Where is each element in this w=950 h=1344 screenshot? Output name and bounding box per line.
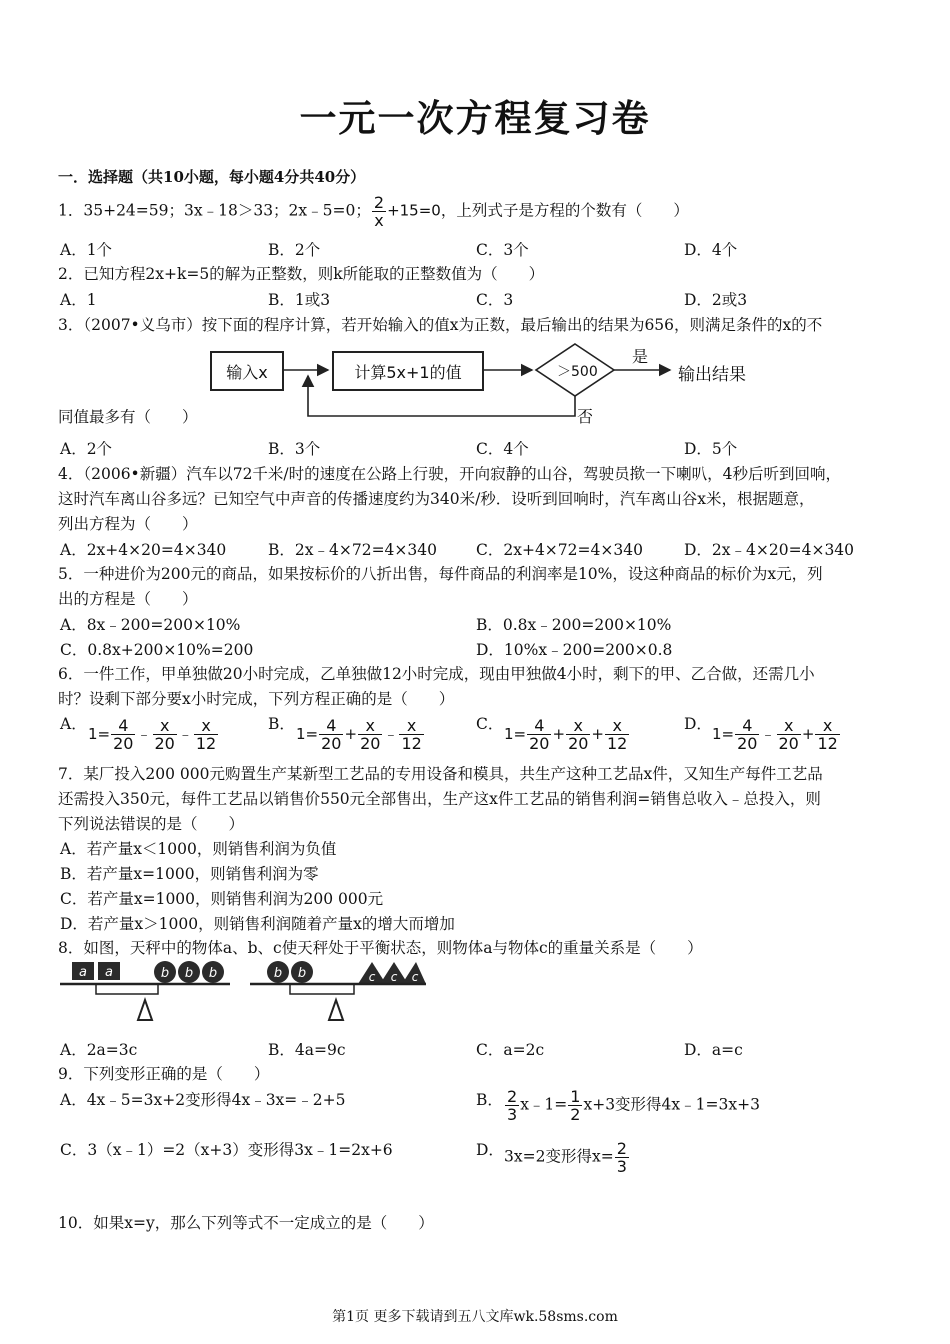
flow-condition-label: ＞500 — [557, 364, 598, 380]
q3-option-a: A．2个 — [60, 440, 113, 458]
flow-yes-label: 是 — [632, 347, 649, 366]
q2-option-a: A．1 — [60, 291, 97, 309]
question-4-line3: 列出方程为（ ） — [58, 515, 198, 533]
q6-option-d-equation: 1= $\frac{4}{20}$ ﹣ $\frac{x}{20}$ + $\frac{x}{12}$ — [712, 716, 838, 753]
q3-option-b: B．3个 — [268, 440, 321, 458]
q6-option-c-label: C． — [476, 715, 504, 733]
q1-fraction: $\frac{2}{x}$ — [373, 193, 385, 230]
q4-option-d: D．2x﹣4×20=4×340 — [684, 541, 855, 559]
flow-compute-box: 计算5x+1的值 — [332, 351, 484, 391]
svg-text:b: b — [184, 966, 194, 981]
q7-option-d: D．若产量x＞1000，则销售利润随着产量x的增大而增加 — [60, 915, 455, 933]
question-1 — [58, 194, 689, 229]
q1-frac-tail: +15=0 — [387, 201, 441, 220]
q1-option-d: D．4个 — [684, 241, 738, 259]
q3-option-c: C．4个 — [476, 440, 529, 458]
q5-option-c: C．0.8x+200×10%=200 — [60, 641, 254, 659]
question-6-line1: 6．一件工作，甲单独做20小时完成，乙单独做12小时完成，现由甲独做4小时，剩下的甲、乙合做，还需几小 — [58, 665, 815, 683]
question-3-line1: 3．（2007•义乌市）按下面的程序计算，若开始输入的值x为正数，最后输出的结果为656，则满足条件的x的不 — [58, 316, 823, 334]
question-3-line2: 同值最多有（ ） — [58, 408, 198, 426]
section-heading: 一．选择题（共10小题，每小题4分共40分） — [58, 168, 366, 186]
svg-text:b: b — [273, 966, 283, 981]
q2-option-b: B．1或3 — [268, 291, 331, 309]
q8-option-c: C．a=2c — [476, 1041, 545, 1059]
q7-option-c: C．若产量x=1000，则销售利润为200 000元 — [60, 890, 384, 908]
svg-text:a: a — [79, 965, 87, 980]
q8-option-b: B．4a=9c — [268, 1041, 346, 1059]
q5-option-d: D．10%x﹣200=200×0.8 — [476, 641, 673, 659]
svg-text:b: b — [297, 966, 307, 981]
question-4-line1: 4．（2006•新疆）汽车以72千米/时的速度在公路上行驶，开向寂静的山谷，驾驶员揿一下喇叭，4秒后听到回响， — [58, 465, 842, 483]
q1-option-b: B．2个 — [268, 241, 321, 259]
q9-option-b-label: B． — [476, 1091, 503, 1109]
question-7-line2: 还需投入350元，每件工艺品以销售价550元全部售出，生产这x件工艺品的销售利润=销售总收入﹣总投入，则 — [58, 790, 821, 808]
q9-option-a: A．4x﹣5=3x+2变形得4x﹣3x=﹣2+5 — [60, 1091, 346, 1109]
question-4-line2: 这时汽车离山谷多远？已知空气中声音的传播速度约为340米/秒．设听到回响时，汽车离山谷x米，根据题意， — [58, 490, 815, 508]
flow-output-label: 输出结果 — [678, 365, 746, 385]
flow-input-box: 输入x — [210, 351, 284, 391]
q6-option-b-equation: 1= $\frac{4}{20}$ + $\frac{x}{20}$ ﹣ $\frac{x}{12}$ — [296, 716, 422, 753]
question-2: 2．已知方程2x+k=5的解为正整数，则k所能取的正整数值为（ ） — [58, 265, 545, 283]
question-9: 9．下列变形正确的是（ ） — [58, 1065, 270, 1083]
svg-text:b: b — [160, 966, 170, 981]
q7-option-b: B．若产量x=1000，则销售利润为零 — [60, 865, 319, 883]
q9-option-d-label: D． — [476, 1141, 504, 1159]
q7-option-a: A．若产量x＜1000，则销售利润为负值 — [60, 840, 337, 858]
q4-option-c: C．2x+4×72=4×340 — [476, 541, 643, 559]
q6-option-b-label: B． — [268, 715, 295, 733]
q1-option-a: A．1个 — [60, 241, 113, 259]
question-6-line2: 时？设剩下部分要x小时完成，下列方程正确的是（ ） — [58, 690, 455, 708]
q5-option-a: A．8x﹣200=200×10% — [60, 616, 241, 634]
flow-no-label: 否 — [577, 407, 594, 426]
question-8: 8．如图，天秤中的物体a、b、c使天秤处于平衡状态，则物体a与物体c的重量关系是（ ） — [58, 939, 703, 957]
question-10: 10．如果x=y，那么下列等式不一定成立的是（ ） — [58, 1214, 434, 1232]
svg-text:c: c — [411, 970, 419, 984]
svg-text:c: c — [390, 970, 398, 984]
q9-option-c: C．3（x﹣1）=2（x+3）变形得3x﹣1=2x+6 — [60, 1141, 393, 1159]
right-fulcrum — [329, 1000, 343, 1020]
q6-option-c-equation: 1= $\frac{4}{20}$ + $\frac{x}{20}$ + $\frac{x}{12}$ — [504, 716, 628, 753]
q4-option-b: B．2x﹣4×72=4×340 — [268, 541, 437, 559]
right-hanger — [290, 984, 354, 994]
q8-option-d: D．a=c — [684, 1041, 743, 1059]
svg-text:a: a — [105, 965, 113, 980]
q6-option-a-equation: 1= $\frac{4}{20}$ ﹣ $\frac{x}{20}$ ﹣ $\frac{x}{12}$ — [88, 716, 217, 753]
q9-option-d-equation: 3x=2变形得x= $\frac{2}{3}$ — [504, 1139, 627, 1176]
question-7-line3: 下列说法错误的是（ ） — [58, 815, 245, 833]
question-5-line1: 5．一种进价为200元的商品，如果按标价的八折出售，每件商品的利润率是10%，设这种商品的标价为x元，列 — [58, 565, 823, 583]
svg-text:c: c — [368, 970, 376, 984]
q8-option-a: A．2a=3c — [60, 1041, 138, 1059]
left-fulcrum — [138, 1000, 152, 1020]
question-5-line2: 出的方程是（ ） — [58, 590, 198, 608]
q1-option-c: C．3个 — [476, 241, 529, 259]
q3-option-d: D．5个 — [684, 440, 738, 458]
left-hanger — [96, 984, 158, 994]
q2-option-d: D．2或3 — [684, 291, 748, 309]
page-title: 一元一次方程复习卷 — [299, 97, 651, 140]
flow-loop-arrow — [308, 376, 575, 416]
q4-option-a: A．2x+4×20=4×340 — [60, 541, 227, 559]
q5-option-b: B．0.8x﹣200=200×10% — [476, 616, 672, 634]
q6-option-a-label: A． — [60, 715, 87, 733]
q1-suffix: ，上列式子是方程的个数有（ ） — [440, 201, 689, 220]
page-footer: 第1页 更多下载请到五八文库wk.58sms.com — [332, 1309, 618, 1325]
q9-option-b-equation: $\frac{2}{3}$ x﹣1= $\frac{1}{2}$ x+3变形得4x﹣1=3x+3 — [507, 1087, 760, 1124]
q2-option-c: C．3 — [476, 291, 514, 309]
question-7-line1: 7．某厂投入200 000元购置生产某新型工艺品的专用设备和模具，共生产这种工艺品x件，又知生产每件工艺品 — [58, 765, 823, 783]
balance-scales-figure — [58, 958, 428, 1028]
svg-text:b: b — [208, 966, 218, 981]
q6-option-d-label: D． — [684, 715, 712, 733]
q1-prefix: 1．35+24=59；3x﹣18＞33；2x﹣5=0； — [58, 201, 371, 220]
